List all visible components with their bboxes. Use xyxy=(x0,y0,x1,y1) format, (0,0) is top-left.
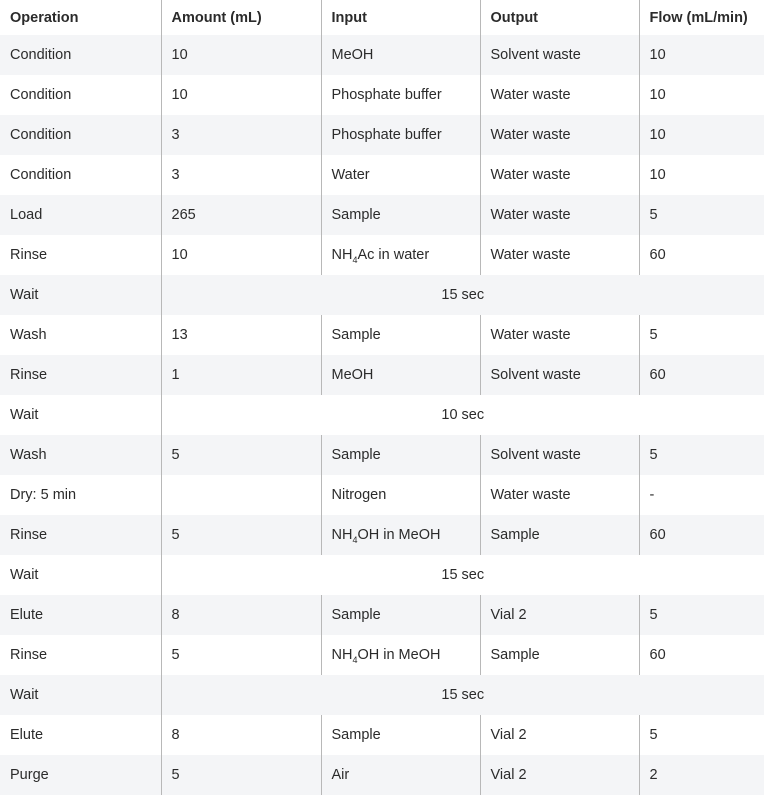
table-row xyxy=(0,595,764,635)
table-row xyxy=(0,635,764,675)
cell-operation: Elute xyxy=(0,595,161,635)
cell-output: Sample xyxy=(480,515,639,555)
cell-amount xyxy=(161,475,321,515)
cell-input: Phosphate buffer xyxy=(321,115,480,155)
table-row xyxy=(0,395,764,435)
cell-output: Water waste xyxy=(480,235,639,275)
table-row xyxy=(0,755,764,795)
cell-duration: 15 sec xyxy=(161,555,764,595)
cell-flow: - xyxy=(639,475,764,515)
table-row xyxy=(0,35,764,75)
cell-flow: 5 xyxy=(639,195,764,235)
header-output: Output xyxy=(480,0,639,35)
cell-operation: Wash xyxy=(0,435,161,475)
cell-duration: 15 sec xyxy=(161,275,764,315)
cell-output: Solvent waste xyxy=(480,35,639,75)
cell-flow: 60 xyxy=(639,235,764,275)
formula-subscript: 4 xyxy=(352,535,358,545)
cell-input: Sample xyxy=(321,315,480,355)
cell-input: Sample xyxy=(321,435,480,475)
table-row xyxy=(0,355,764,395)
cell-input: Phosphate buffer xyxy=(321,75,480,115)
table-row xyxy=(0,715,764,755)
cell-operation: Wait xyxy=(0,675,161,715)
cell-duration: 10 sec xyxy=(161,395,764,435)
table-row xyxy=(0,155,764,195)
cell-output: Sample xyxy=(480,635,639,675)
cell-input xyxy=(321,635,480,675)
formula-subscript: 4 xyxy=(352,655,358,665)
table-row xyxy=(0,195,764,235)
cell-flow: 10 xyxy=(639,115,764,155)
header-flow: Flow (mL/min) xyxy=(639,0,764,35)
table-row xyxy=(0,515,764,555)
cell-operation: Rinse xyxy=(0,515,161,555)
cell-input: MeOH xyxy=(321,355,480,395)
formula-subscript: 4 xyxy=(352,255,358,265)
cell-output: Vial 2 xyxy=(480,715,639,755)
cell-input xyxy=(321,515,480,555)
cell-flow: 10 xyxy=(639,75,764,115)
cell-flow: 60 xyxy=(639,355,764,395)
table-row xyxy=(0,315,764,355)
cell-flow: 60 xyxy=(639,515,764,555)
cell-output: Solvent waste xyxy=(480,355,639,395)
table-row xyxy=(0,235,764,275)
cell-output: Water waste xyxy=(480,75,639,115)
formula-part: NH xyxy=(331,647,353,663)
table-row xyxy=(0,555,764,595)
cell-operation: Elute xyxy=(0,715,161,755)
cell-operation: Rinse xyxy=(0,355,161,395)
cell-amount: 10 xyxy=(161,35,321,75)
cell-operation: Rinse xyxy=(0,635,161,675)
cell-flow: 60 xyxy=(639,635,764,675)
cell-input: MeOH xyxy=(321,35,480,75)
cell-amount: 1 xyxy=(161,355,321,395)
cell-output: Water waste xyxy=(480,475,639,515)
cell-flow: 5 xyxy=(639,595,764,635)
cell-input: Sample xyxy=(321,195,480,235)
cell-input: Air xyxy=(321,755,480,795)
cell-amount: 13 xyxy=(161,315,321,355)
formula-part: OH in MeOH xyxy=(357,527,441,543)
cell-amount: 5 xyxy=(161,635,321,675)
cell-input: Water xyxy=(321,155,480,195)
table-row xyxy=(0,475,764,515)
formula-part: OH in MeOH xyxy=(357,647,441,663)
cell-operation: Rinse xyxy=(0,235,161,275)
cell-flow: 10 xyxy=(639,155,764,195)
cell-flow: 2 xyxy=(639,755,764,795)
cell-input: Sample xyxy=(321,715,480,755)
cell-output: Vial 2 xyxy=(480,755,639,795)
cell-amount: 10 xyxy=(161,235,321,275)
cell-operation: Condition xyxy=(0,35,161,75)
cell-operation: Condition xyxy=(0,155,161,195)
cell-flow: 10 xyxy=(639,35,764,75)
header-row xyxy=(0,0,764,35)
cell-amount: 5 xyxy=(161,515,321,555)
header-operation: Operation xyxy=(0,0,161,35)
cell-flow: 5 xyxy=(639,315,764,355)
table-row xyxy=(0,435,764,475)
cell-amount: 5 xyxy=(161,435,321,475)
cell-amount: 3 xyxy=(161,115,321,155)
cell-amount: 8 xyxy=(161,595,321,635)
cell-input: Nitrogen xyxy=(321,475,480,515)
cell-operation: Dry: 5 min xyxy=(0,475,161,515)
cell-amount: 3 xyxy=(161,155,321,195)
cell-operation: Load xyxy=(0,195,161,235)
cell-amount: 265 xyxy=(161,195,321,235)
cell-output: Water waste xyxy=(480,315,639,355)
cell-input xyxy=(321,235,480,275)
cell-operation: Purge xyxy=(0,755,161,795)
formula-part: NH xyxy=(331,527,353,543)
table-row xyxy=(0,275,764,315)
table-row xyxy=(0,75,764,115)
cell-operation: Wait xyxy=(0,555,161,595)
cell-operation: Wait xyxy=(0,395,161,435)
formula-part: NH xyxy=(331,247,353,263)
header-amount: Amount (mL) xyxy=(161,0,321,35)
cell-operation: Wash xyxy=(0,315,161,355)
cell-input: Sample xyxy=(321,595,480,635)
cell-duration: 15 sec xyxy=(161,675,764,715)
cell-operation: Wait xyxy=(0,275,161,315)
cell-output: Water waste xyxy=(480,155,639,195)
header-input: Input xyxy=(321,0,480,35)
cell-output: Vial 2 xyxy=(480,595,639,635)
cell-operation: Condition xyxy=(0,115,161,155)
cell-amount: 10 xyxy=(161,75,321,115)
cell-amount: 5 xyxy=(161,755,321,795)
cell-flow: 5 xyxy=(639,715,764,755)
table-row xyxy=(0,675,764,715)
cell-output: Solvent waste xyxy=(480,435,639,475)
cell-operation: Condition xyxy=(0,75,161,115)
table-row xyxy=(0,115,764,155)
cell-output: Water waste xyxy=(480,195,639,235)
formula-part: Ac in water xyxy=(357,247,430,263)
cell-amount: 8 xyxy=(161,715,321,755)
cell-flow: 5 xyxy=(639,435,764,475)
cell-output: Water waste xyxy=(480,115,639,155)
